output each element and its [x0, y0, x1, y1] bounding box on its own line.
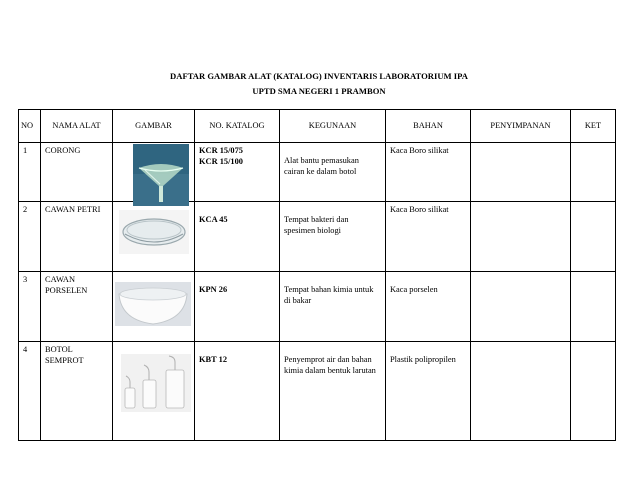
- katalog-line: KBT 12: [199, 355, 228, 364]
- cell-nama: CAWAN PORSELEN: [41, 272, 113, 342]
- cell-bahan: Kaca Boro silikat: [386, 143, 471, 202]
- cell-no: 1: [19, 143, 41, 202]
- cell-ket: [571, 272, 616, 342]
- cell-penyimpanan: [471, 202, 571, 272]
- porcelain-bowl-image: [115, 282, 191, 326]
- table-row: [19, 143, 616, 202]
- cell-penyimpanan: [471, 143, 571, 202]
- cell-katalog: [195, 272, 280, 342]
- header-penyimpanan: PENYIMPANAN: [471, 110, 571, 143]
- table-row: [19, 272, 616, 342]
- cell-no: 3: [19, 272, 41, 342]
- cell-penyimpanan: [471, 342, 571, 441]
- cell-kegunaan: [280, 342, 386, 441]
- katalog-line: KCR 15/075: [199, 146, 243, 155]
- cell-penyimpanan: [471, 272, 571, 342]
- cell-ket: [571, 342, 616, 441]
- bahan-text: Plastik polipropilen: [390, 355, 456, 364]
- header-gambar: GAMBAR: [113, 110, 195, 143]
- kegunaan-text: Penyemprot air dan bahan kimia dalam bentuk larutan: [284, 355, 376, 375]
- document-title: DAFTAR GAMBAR ALAT (KATALOG) INVENTARIS LABORATORIUM IPA: [170, 71, 468, 81]
- kegunaan-text: Alat bantu pemasukan cairan ke dalam botol: [284, 156, 359, 176]
- header-katalog: NO. KATALOG: [195, 110, 280, 143]
- cell-ket: [571, 143, 616, 202]
- kegunaan-text: Tempat bakteri dan spesimen biologi: [284, 215, 349, 235]
- cell-ket: [571, 202, 616, 272]
- cell-bahan: [386, 342, 471, 441]
- cell-nama: BOTOL SEMPROT: [41, 342, 113, 441]
- cell-katalog: [195, 342, 280, 441]
- cell-gambar: [113, 202, 195, 272]
- katalog-line: KCA 45: [199, 215, 228, 224]
- bahan-text: Kaca porselen: [390, 285, 438, 294]
- cell-kegunaan: [280, 143, 386, 202]
- cell-nama: CORONG: [41, 143, 113, 202]
- kegunaan-text: Tempat bahan kimia untuk di bakar: [284, 285, 374, 305]
- cell-gambar: [113, 342, 195, 441]
- cell-gambar: [113, 143, 195, 202]
- inventory-table: [18, 109, 616, 441]
- cell-kegunaan: [280, 202, 386, 272]
- header-row: [19, 110, 616, 143]
- cell-nama: CAWAN PETRI: [41, 202, 113, 272]
- header-bahan: BAHAN: [386, 110, 471, 143]
- cell-bahan: [386, 272, 471, 342]
- header-kegunaan: KEGUNAAN: [280, 110, 386, 143]
- cell-bahan: Kaca Boro silikat: [386, 202, 471, 272]
- header-ket: KET: [571, 110, 616, 143]
- katalog-line: KPN 26: [199, 285, 228, 294]
- table-row: [19, 202, 616, 272]
- cell-kegunaan: [280, 272, 386, 342]
- header-nama: NAMA ALAT: [41, 110, 113, 143]
- cell-katalog: [195, 143, 280, 202]
- header-no: NO: [19, 110, 41, 143]
- document-subtitle: UPTD SMA NEGERI 1 PRAMBON: [252, 86, 386, 96]
- glass-funnel-image: [133, 144, 189, 206]
- cell-no: 4: [19, 342, 41, 441]
- cell-katalog: [195, 202, 280, 272]
- cell-gambar: [113, 272, 195, 342]
- wash-bottles-image: [121, 354, 191, 412]
- katalog-line: KCR 15/100: [199, 156, 243, 166]
- cell-no: 2: [19, 202, 41, 272]
- petri-dish-image: [119, 210, 189, 254]
- table-row: [19, 342, 616, 441]
